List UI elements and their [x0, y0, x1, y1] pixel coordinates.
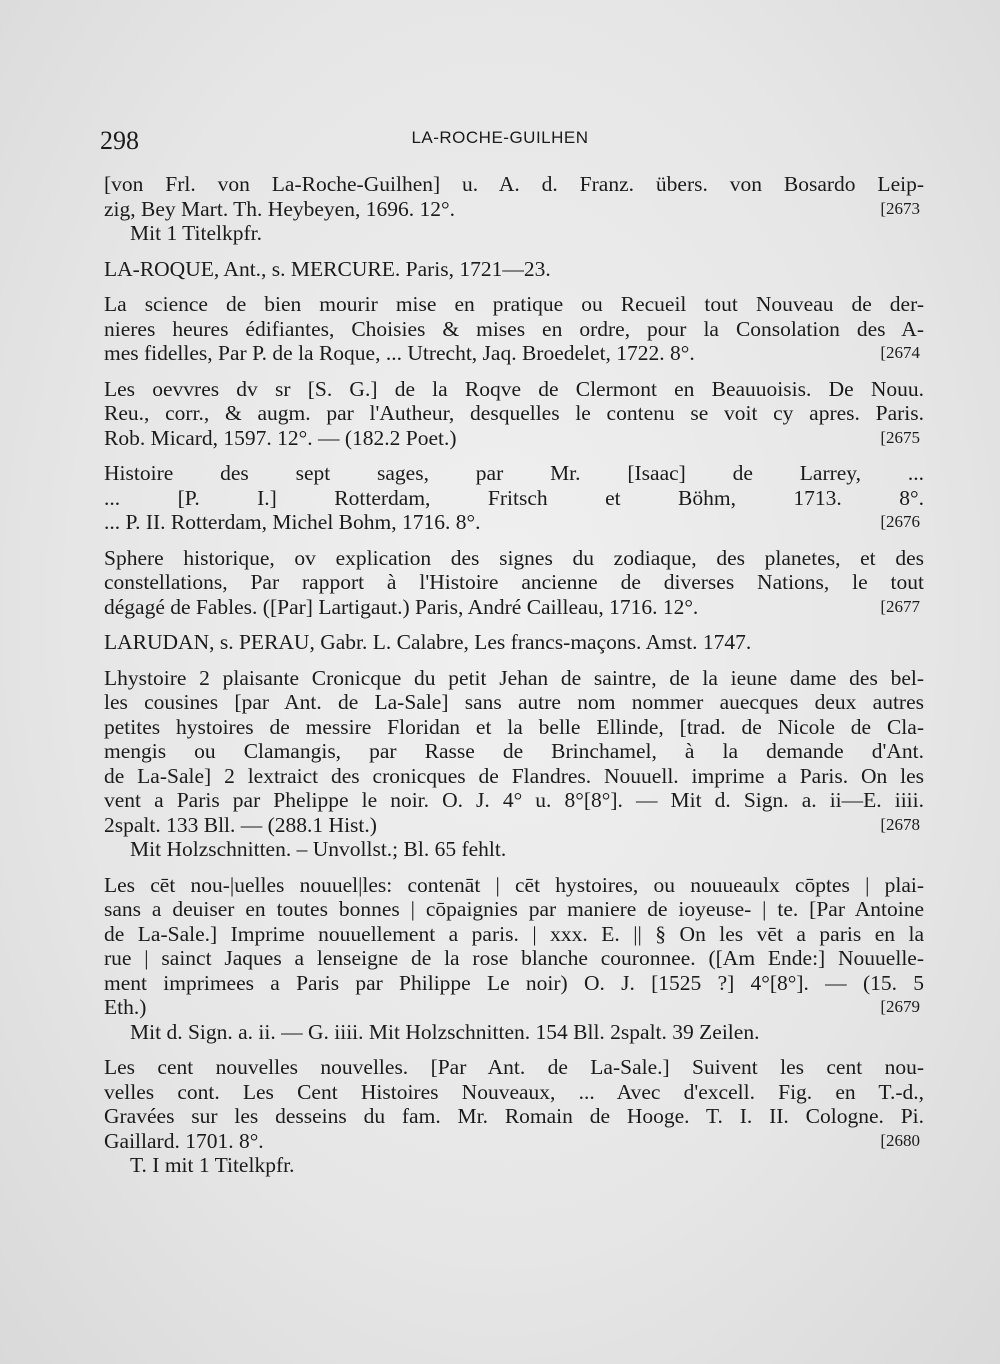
entry-line-with-ref	[104, 1129, 924, 1154]
entry-text: ... P. II. Rotterdam, Michel Bohm, 1716. 8°.	[104, 510, 481, 534]
entry-text: Eth.)	[104, 995, 147, 1019]
entry-text: constellations, Par rapport à l'Histoire ancienne de diverses Nations, le tout	[104, 570, 924, 594]
bibliography-entry	[104, 257, 924, 282]
entry-note: T. I mit 1 Titelkpfr.	[130, 1153, 295, 1177]
bibliography-entry	[104, 546, 924, 620]
entry-line-with-ref	[104, 197, 924, 222]
entry-line-with-ref	[104, 995, 924, 1020]
bibliography-entry	[104, 172, 924, 246]
entry-text: mengis ou Clamangis, par Rasse de Brinchamel, à la demande d'Ant.	[104, 739, 924, 763]
entry-text: Sphere historique, ov explication des signes du zodiaque, des planetes, et des	[104, 545, 924, 570]
entry-text: ... [P. I.] Rotterdam, Fritsch et Böhm, 1713. 8°.	[104, 485, 924, 510]
bibliography-entry	[104, 1055, 924, 1178]
bibliography-entry	[104, 873, 924, 1045]
entry-text: zig, Bey Mart. Th. Heybeyen, 1696. 12°.	[104, 196, 455, 221]
entry-text: Les oevvres dv sr [S. G.] de la Roqve de Clermont en Beauuoisis. De Nouu.	[104, 376, 924, 401]
entry-line-with-ref	[104, 595, 924, 620]
entry-text: rue | sainct Jaques a lenseigne de la rose blanche couronnee. ([Am Ende:] Nouuelle-	[104, 946, 924, 970]
entry-text: Gaillard. 1701. 8°.	[104, 1128, 264, 1153]
entry-note: Mit d. Sign. a. ii. — G. iiii. Mit Holzschnitten. 154 Bll. 2spalt. 39 Zeilen.	[130, 1019, 760, 1044]
entry-text: dégagé de Fables. ([Par] Lartigaut.) Paris, André Cailleau, 1716. 12°.	[104, 594, 699, 619]
entry-text: LARUDAN, s. PERAU, Gabr. L. Calabre, Les francs-maçons. Amst. 1747.	[104, 630, 752, 654]
entry-number: [2675	[880, 427, 920, 447]
entry-note: Mit Holzschnitten. – Unvollst.; Bl. 65 fehlt.	[130, 837, 507, 861]
entry-text: Les cēt nou-|uelles nouuel|les: contenāt | cēt hystoires, ou nouueaulx cōptes | plai-	[104, 872, 924, 897]
page-number: 298	[100, 126, 139, 155]
entry-number: [2676	[880, 512, 920, 531]
entry-text: LA-ROQUE, Ant., s. MERCURE. Paris, 1721—23.	[104, 256, 551, 281]
entry-line-with-ref	[104, 341, 924, 366]
bibliography-entry	[104, 630, 924, 655]
bibliography-entries	[104, 172, 924, 1189]
entry-number: [2673	[880, 198, 920, 218]
bibliography-entry	[104, 461, 924, 535]
entry-number: [2680	[880, 1130, 920, 1150]
entry-text: nieres heures édifiantes, Choisies & mises en ordre, pour la Consolation des A-	[104, 316, 924, 341]
entry-text: petites hystoires de messire Floridan et la belle Ellinde, [trad. de Nicole de Cla-	[104, 714, 924, 739]
entry-text: de La-Sale.] Imprime nouuellement a paris. | xxx. E. || § On les vēt a paris en la	[104, 921, 924, 946]
entry-text: Les cent nouvelles nouvelles. [Par Ant. de La-Sale.] Suivent les cent nou-	[104, 1055, 924, 1079]
bibliography-entry	[104, 377, 924, 451]
entry-text: Histoire des sept sages, par Mr. [Isaac] de Larrey, ...	[104, 461, 924, 485]
entry-text: ment imprimees a Paris par Philippe Le noir) O. J. [1525 ?] 4°[8°]. — (15. 5	[104, 970, 924, 995]
entry-text: de La-Sale] 2 lextraict des cronicques de Flandres. Nouuell. imprime a Paris. On les	[104, 763, 924, 788]
entry-number: [2678	[880, 814, 920, 834]
entry-text: Rob. Micard, 1597. 12°. — (182.2 Poet.)	[104, 425, 457, 450]
entry-line-with-ref	[104, 426, 924, 451]
entry-text: sans a deuiser en toutes bonnes | cōpaignies par maniere de ioyeuse- | te. [Par Antoine	[104, 897, 924, 921]
entry-number: [2679	[880, 997, 920, 1016]
entry-text: Reu., corr., & augm. par l'Autheur, desquelles le contenu se voit cy apres. Paris.	[104, 401, 924, 425]
entry-number: [2677	[880, 596, 920, 616]
entry-text: La science de bien mourir mise en pratique ou Recueil tout Nouveau de der-	[104, 292, 924, 316]
entry-text: vent a Paris par Phelippe le noir. O. J. 4° u. 8°[8°]. — Mit d. Sign. a. ii—E. iiii.	[104, 788, 924, 812]
entry-text: Gravées sur les desseins du fam. Mr. Romain de Hooge. T. I. II. Cologne. Pi.	[104, 1104, 924, 1128]
entry-text: mes fidelles, Par P. de la Roque, ... Utrecht, Jaq. Broedelet, 1722. 8°.	[104, 341, 695, 365]
entry-line-with-ref	[104, 510, 924, 535]
entry-text: velles cont. Les Cent Histoires Nouveaux, ... Avec d'excell. Fig. en T.-d.,	[104, 1079, 924, 1104]
entry-note: Mit 1 Titelkpfr.	[130, 221, 263, 245]
entry-text: 2spalt. 133 Bll. — (288.1 Hist.)	[104, 812, 377, 837]
entry-line-with-ref	[104, 813, 924, 838]
entry-text: Lhystoire 2 plaisante Cronicque du petit Jehan de saintre, de la ieune dame des bel-	[104, 665, 924, 690]
running-head: LA-ROCHE-GUILHEN	[411, 128, 589, 147]
entry-text: les cousines [par Ant. de La-Sale] sans autre nom nommer auecques deux autres	[104, 690, 924, 714]
bibliography-entry	[104, 666, 924, 862]
bibliography-entry	[104, 292, 924, 366]
page-header	[0, 126, 1000, 156]
entry-number: [2674	[880, 343, 920, 362]
entry-text: [von Frl. von La-Roche-Guilhen] u. A. d. Franz. übers. von Bosardo Leip-	[104, 172, 924, 196]
